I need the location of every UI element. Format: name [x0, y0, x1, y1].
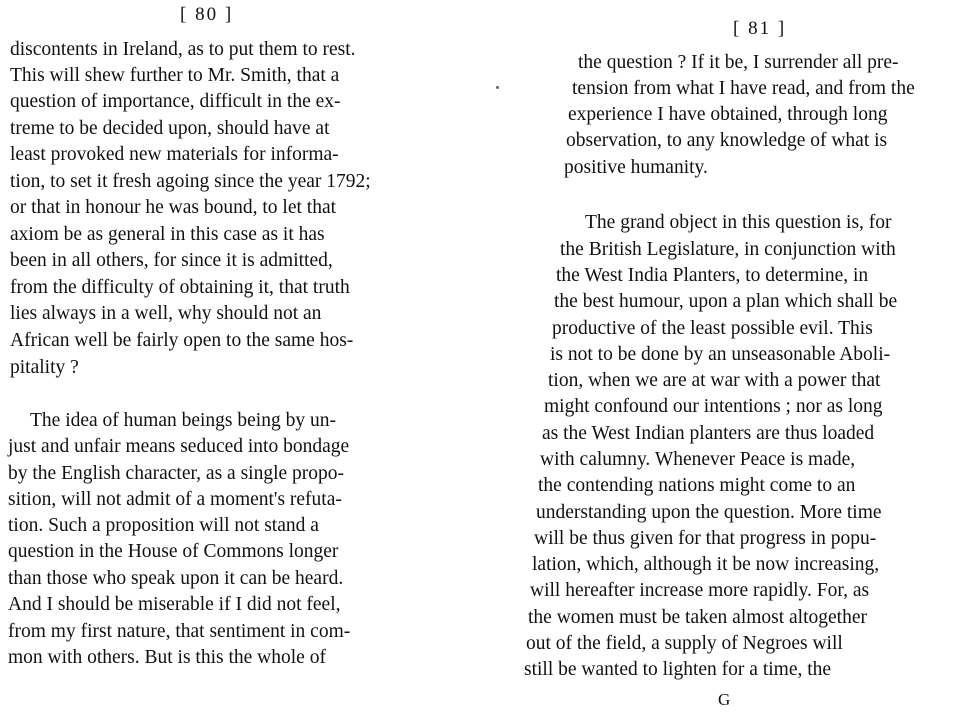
text-line: from the difficulty of obtaining it, that truth: [10, 277, 350, 298]
text-line: the question ? If it be, I surrender all pre-: [578, 52, 899, 73]
text-line: by the English character, as a single propo-: [8, 463, 345, 484]
text-line: the best humour, upon a plan which shall be: [554, 291, 898, 312]
text-line: productive of the least possible evil. This: [552, 318, 873, 339]
text-line: the British Legislature, in conjunction with: [560, 239, 896, 260]
text-line: sition, will not admit of a moment's refuta-: [8, 489, 342, 510]
text-line: tension from what I have read, and from the: [572, 78, 915, 99]
text-line: is not to be done by an unseasonable Aboli-: [550, 344, 891, 365]
text-line: or that in honour he was bound, to let that: [10, 197, 337, 218]
text-line: And I should be miserable if I did not feel,: [8, 594, 341, 615]
text-line: The grand object in this question is, for: [585, 212, 892, 233]
text-line: as the West Indian planters are thus loaded: [542, 423, 875, 444]
text-line: the contending nations might come to an: [538, 475, 856, 496]
text-line: been in all others, for since it is admitted,: [10, 250, 333, 271]
text-line: with calumny. Whenever Peace is made,: [540, 449, 856, 470]
text-line: This will shew further to Mr. Smith, that a: [10, 65, 340, 86]
text-line: tion, when we are at war with a power that: [548, 370, 881, 391]
text-line: lation, which, although it be now increasing,: [532, 554, 880, 575]
page-number: [ 81 ]: [733, 18, 787, 39]
text-line: observation, to any knowledge of what is: [566, 130, 888, 151]
text-line: the women must be taken almost altogether: [528, 607, 867, 628]
text-line: pitality ?: [10, 357, 79, 378]
text-line: still be wanted to lighten for a time, the: [524, 659, 832, 680]
text-line: from my first nature, that sentiment in com-: [8, 621, 351, 642]
text-line: might confound our intentions ; nor as long: [544, 396, 883, 417]
text-line: just and unfair means seduced into bondage: [8, 436, 350, 457]
text-line: African well be fairly open to the same hos-: [10, 330, 354, 351]
text-line: tion, to set it fresh agoing since the year 1792;: [10, 171, 371, 192]
signature-mark: G: [718, 690, 731, 709]
text-line: experience I have obtained, through long: [568, 104, 888, 125]
text-line: axiom be as general in this case as it has: [10, 224, 325, 245]
text-line: treme to be decided upon, should have at: [10, 118, 330, 139]
gutter-mark: [496, 86, 499, 89]
text-line: the West India Planters, to determine, in: [556, 265, 869, 286]
right-page: [500, 0, 980, 712]
page-number: [ 80 ]: [180, 4, 234, 25]
text-line: will be thus given for that progress in popu-: [534, 528, 877, 549]
text-line: The idea of human beings being by un-: [30, 410, 336, 431]
text-line: than those who speak upon it can be heard.: [8, 568, 344, 589]
text-line: understanding upon the question. More time: [536, 502, 882, 523]
text-line: tion. Such a proposition will not stand a: [8, 515, 319, 536]
text-line: mon with others. But is this the whole of: [8, 647, 326, 668]
text-line: question in the House of Commons longer: [8, 541, 339, 562]
text-line: positive humanity.: [564, 157, 708, 178]
text-line: question of importance, difficult in the ex-: [10, 91, 341, 112]
text-line: discontents in Ireland, as to put them to rest.: [10, 39, 356, 60]
text-line: out of the field, a supply of Negroes will: [526, 633, 843, 654]
text-line: least provoked new materials for informa-: [10, 144, 339, 165]
text-line: will hereafter increase more rapidly. For, as: [530, 580, 870, 601]
text-line: lies always in a well, why should not an: [10, 303, 322, 324]
